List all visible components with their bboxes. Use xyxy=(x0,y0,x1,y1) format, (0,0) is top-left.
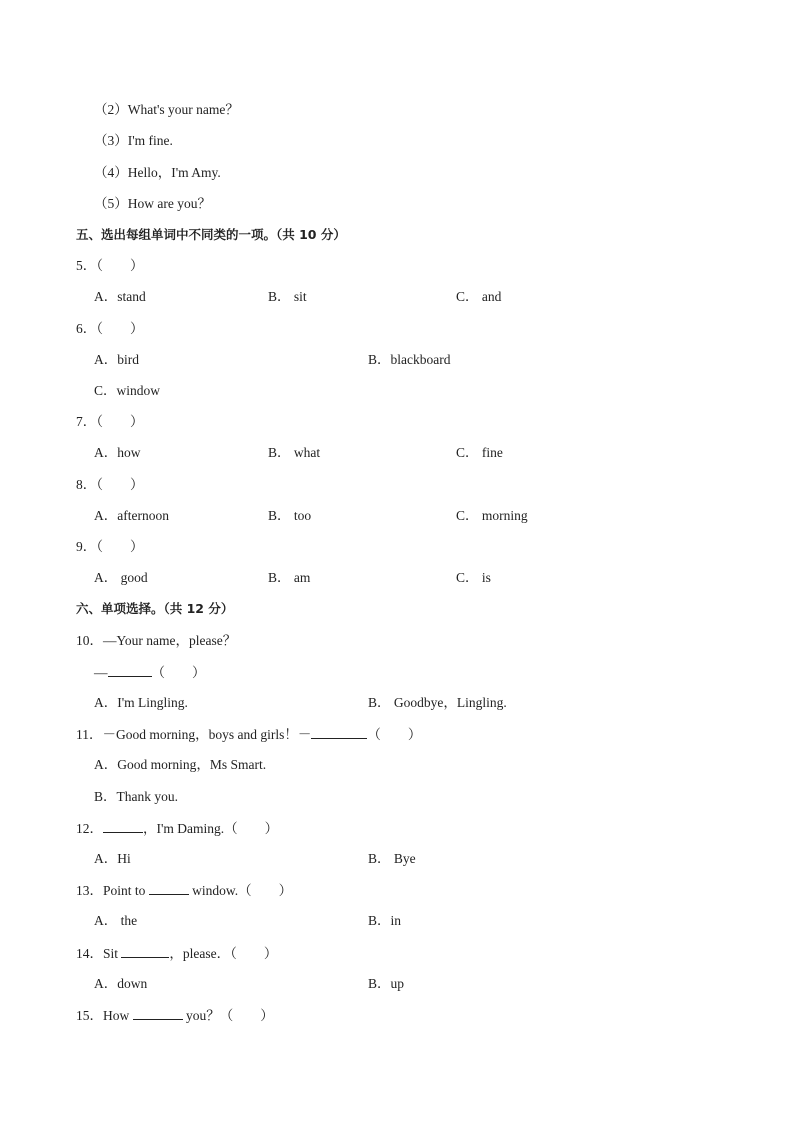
option-b: B． Bye xyxy=(368,851,416,866)
option-c: C． and xyxy=(456,289,502,304)
part4-item: （3）I'm fine. xyxy=(94,133,173,148)
option-c: C． is xyxy=(456,570,491,585)
section6-heading: 六、单项选择。（共 12 分） xyxy=(76,601,234,616)
answer-blank xyxy=(133,1006,183,1020)
stem-text: 12． xyxy=(76,821,103,836)
question-stem: 7．（ ） xyxy=(76,414,144,429)
answer-paren: （ ） xyxy=(151,665,206,680)
stem-text: 15．How xyxy=(76,1008,130,1023)
option-c: C． morning xyxy=(456,508,528,523)
option-a: A．afternoon xyxy=(94,508,169,523)
question-stem: 5．（ ） xyxy=(76,258,144,273)
option-b: B． too xyxy=(268,508,312,523)
option-b: B． sit xyxy=(268,289,307,304)
option-a: A．bird xyxy=(94,352,139,367)
option-a: A． good xyxy=(94,570,148,585)
question-stem xyxy=(76,1006,274,1025)
option-b: B．up xyxy=(368,976,405,991)
stem-text: window.（ ） xyxy=(192,883,293,898)
option-a: A．I'm Lingling. xyxy=(94,695,188,710)
answer-blank xyxy=(121,944,169,958)
option-c: C． fine xyxy=(456,445,503,460)
question-stem xyxy=(76,819,278,838)
option-b: B．in xyxy=(368,913,402,928)
option-a: A．down xyxy=(94,976,148,991)
stem-paren: （ ） xyxy=(367,727,422,742)
question-stem xyxy=(76,944,277,963)
stem-text: 14．Sit xyxy=(76,946,119,961)
answer-blank xyxy=(108,663,152,677)
part4-item: （4）Hello，I'm Amy. xyxy=(94,165,221,180)
question-stem: 10．—Your name，please？ xyxy=(76,633,237,648)
stem-text: ，I'm Daming.（ ） xyxy=(143,821,279,836)
option-b: B．Thank you. xyxy=(94,789,178,804)
stem-text: ，please．（ ） xyxy=(169,946,278,961)
option-a: A．Good morning，Ms Smart. xyxy=(94,757,267,772)
part4-item: （2）What's your name？ xyxy=(94,102,239,117)
answer-blank xyxy=(149,881,189,895)
stem-text: you？（ ） xyxy=(186,1008,274,1023)
option-c: C．window xyxy=(94,383,161,398)
option-b: B． Goodbye，Lingling. xyxy=(368,695,507,710)
option-b: B． what xyxy=(268,445,321,460)
option-a: A．Hi xyxy=(94,851,131,866)
part4-item: （5）How are you？ xyxy=(94,196,211,211)
option-b: B．blackboard xyxy=(368,352,451,367)
option-a: A．how xyxy=(94,445,141,460)
stem-text: 11．－Good morning，boys and girls！－ xyxy=(76,727,312,742)
question-stem: 6．（ ） xyxy=(76,321,144,336)
question-answer-line xyxy=(94,663,206,682)
option-a: A．stand xyxy=(94,289,146,304)
question-stem: 8．（ ） xyxy=(76,477,144,492)
dash: — xyxy=(94,665,108,680)
question-stem xyxy=(76,881,292,900)
answer-blank xyxy=(103,819,143,833)
stem-text: 13．Point to xyxy=(76,883,146,898)
option-a: A． the xyxy=(94,913,138,928)
question-stem: 9．（ ） xyxy=(76,539,144,554)
option-b: B． am xyxy=(268,570,311,585)
question-stem xyxy=(76,725,421,744)
section5-heading: 五、选出每组单词中不同类的一项。（共 10 分） xyxy=(76,227,346,242)
answer-blank xyxy=(311,725,367,739)
